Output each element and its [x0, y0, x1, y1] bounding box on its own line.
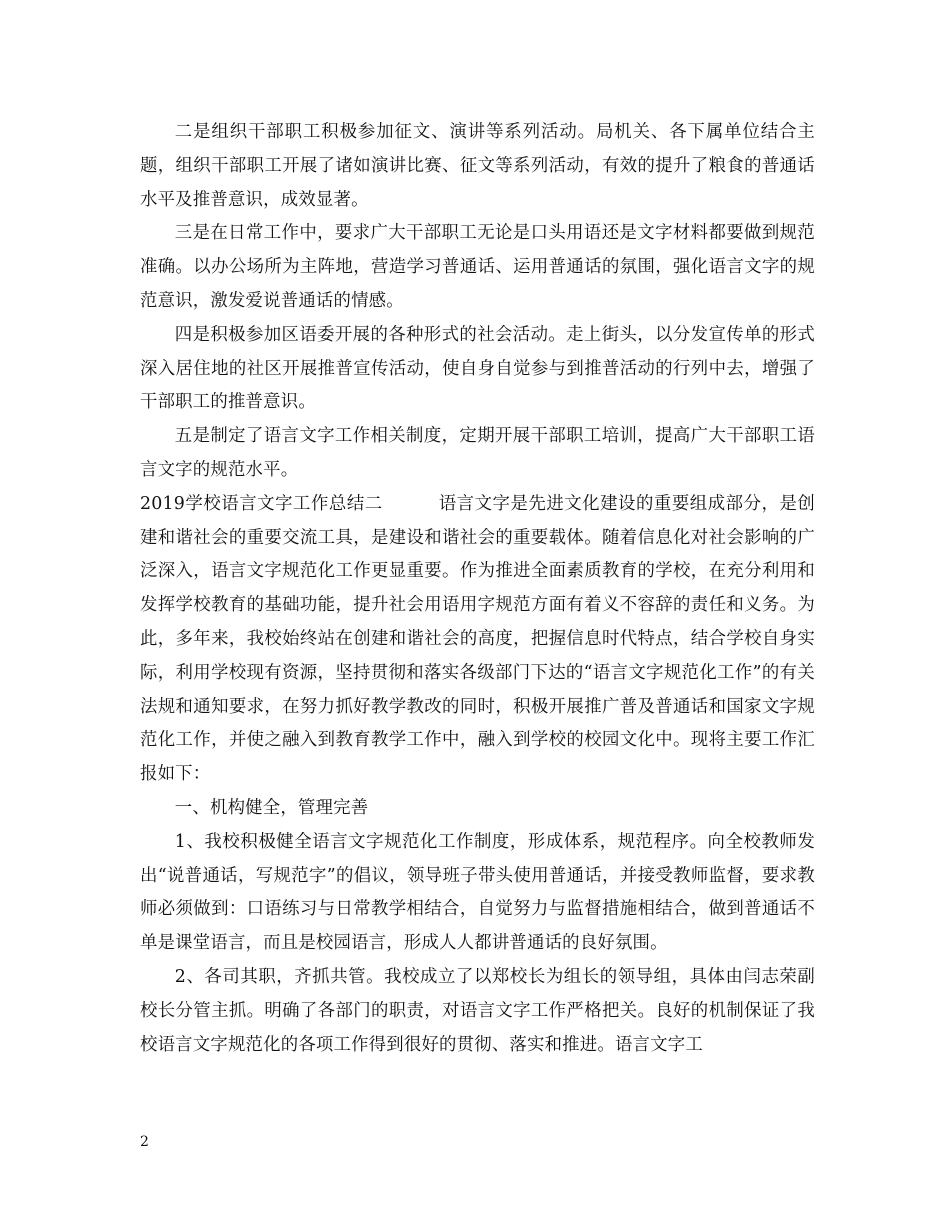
section-intro: 语言文字是先进文化建设的重要组成部分，是创建和谐社会的重要交流工具，是建设和谐社会的重要载体。随着信息化对社会影响的广泛深入，语言文字规范化工作更显重要。作为推进全面素质教育的学校，在充分利用和发挥学校教育的基础功能，提升社会用语用字规范方面有着义不容辞的责任和义务。为此，多年来，我校始终站在创建和谐社会的高度，把握信息时代特点，结合学校自身实际，利用学校现有资源，坚持贯彻和落实各级部门下达的“语言文字规范化工作”的有关法规和通知要求，在努力抓好教学教改的同时，积极开展推广普及普通话和国家文字规范化工作，并使之融入到教育教学工作中，融入到学校的校园文化中。现将主要工作汇报如下：	[140, 493, 815, 785]
document-body	[140, 116, 815, 1062]
section-two-paragraph	[140, 488, 815, 792]
section-title: 2019学校语言文字工作总结二	[140, 493, 383, 514]
paragraph-daily-work: 三是在日常工作中，要求广大干部职工无论是口头用语还是文字材料都要做到规范准确。以办公场所为主阵地，营造学习普通话、运用普通话的氛围，强化语言文字的规范意识，激发爱说普通话的情感。	[140, 223, 815, 311]
paragraph-regulations: 五是制定了语言文字工作相关制度，定期开展干部职工培训，提高广大干部职工语言文字的规范水平。	[140, 426, 815, 480]
paragraph-activities: 二是组织干部职工积极参加征文、演讲等系列活动。局机关、各下属单位结合主题，组织干部职工开展了诸如演讲比赛、征文等系列活动，有效的提升了粮食的普通话水平及推普意识，成效显著。	[140, 122, 815, 210]
paragraph-system: 1、我校积极健全语言文字规范化工作制度，形成体系，规范程序。向全校教师发出“说普通话，写规范字”的倡议，领导班子带头使用普通话，并接受教师监督，要求教师必须做到：口语练习与日常教学相结合，自觉努力与监督措施相结合，做到普通话不单是课堂语言，而且是校园语言，形成人人都讲普通话的良好氛围。	[140, 831, 815, 954]
paragraph-responsibilities: 2、各司其职，齐抓共管。我校成立了以郑校长为组长的领导组，具体由闫志荣副校长分管主抓。明确了各部门的职责，对语言文字工作严格把关。良好的机制保证了我校语言文字规范化的各项工作得到很好的贯彻、落实和推进。语言文字工	[140, 966, 815, 1055]
section-heading: 一、机构健全，管理完善	[174, 797, 369, 818]
paragraph-social-activities: 四是积极参加区语委开展的各种形式的社会活动。走上街头，以分发宣传单的形式深入居住地的社区开展推普宣传活动，使自身自觉参与到推普活动的行列中去，增强了干部职工的推普意识。	[140, 324, 815, 413]
page-number: 2	[140, 1134, 149, 1150]
